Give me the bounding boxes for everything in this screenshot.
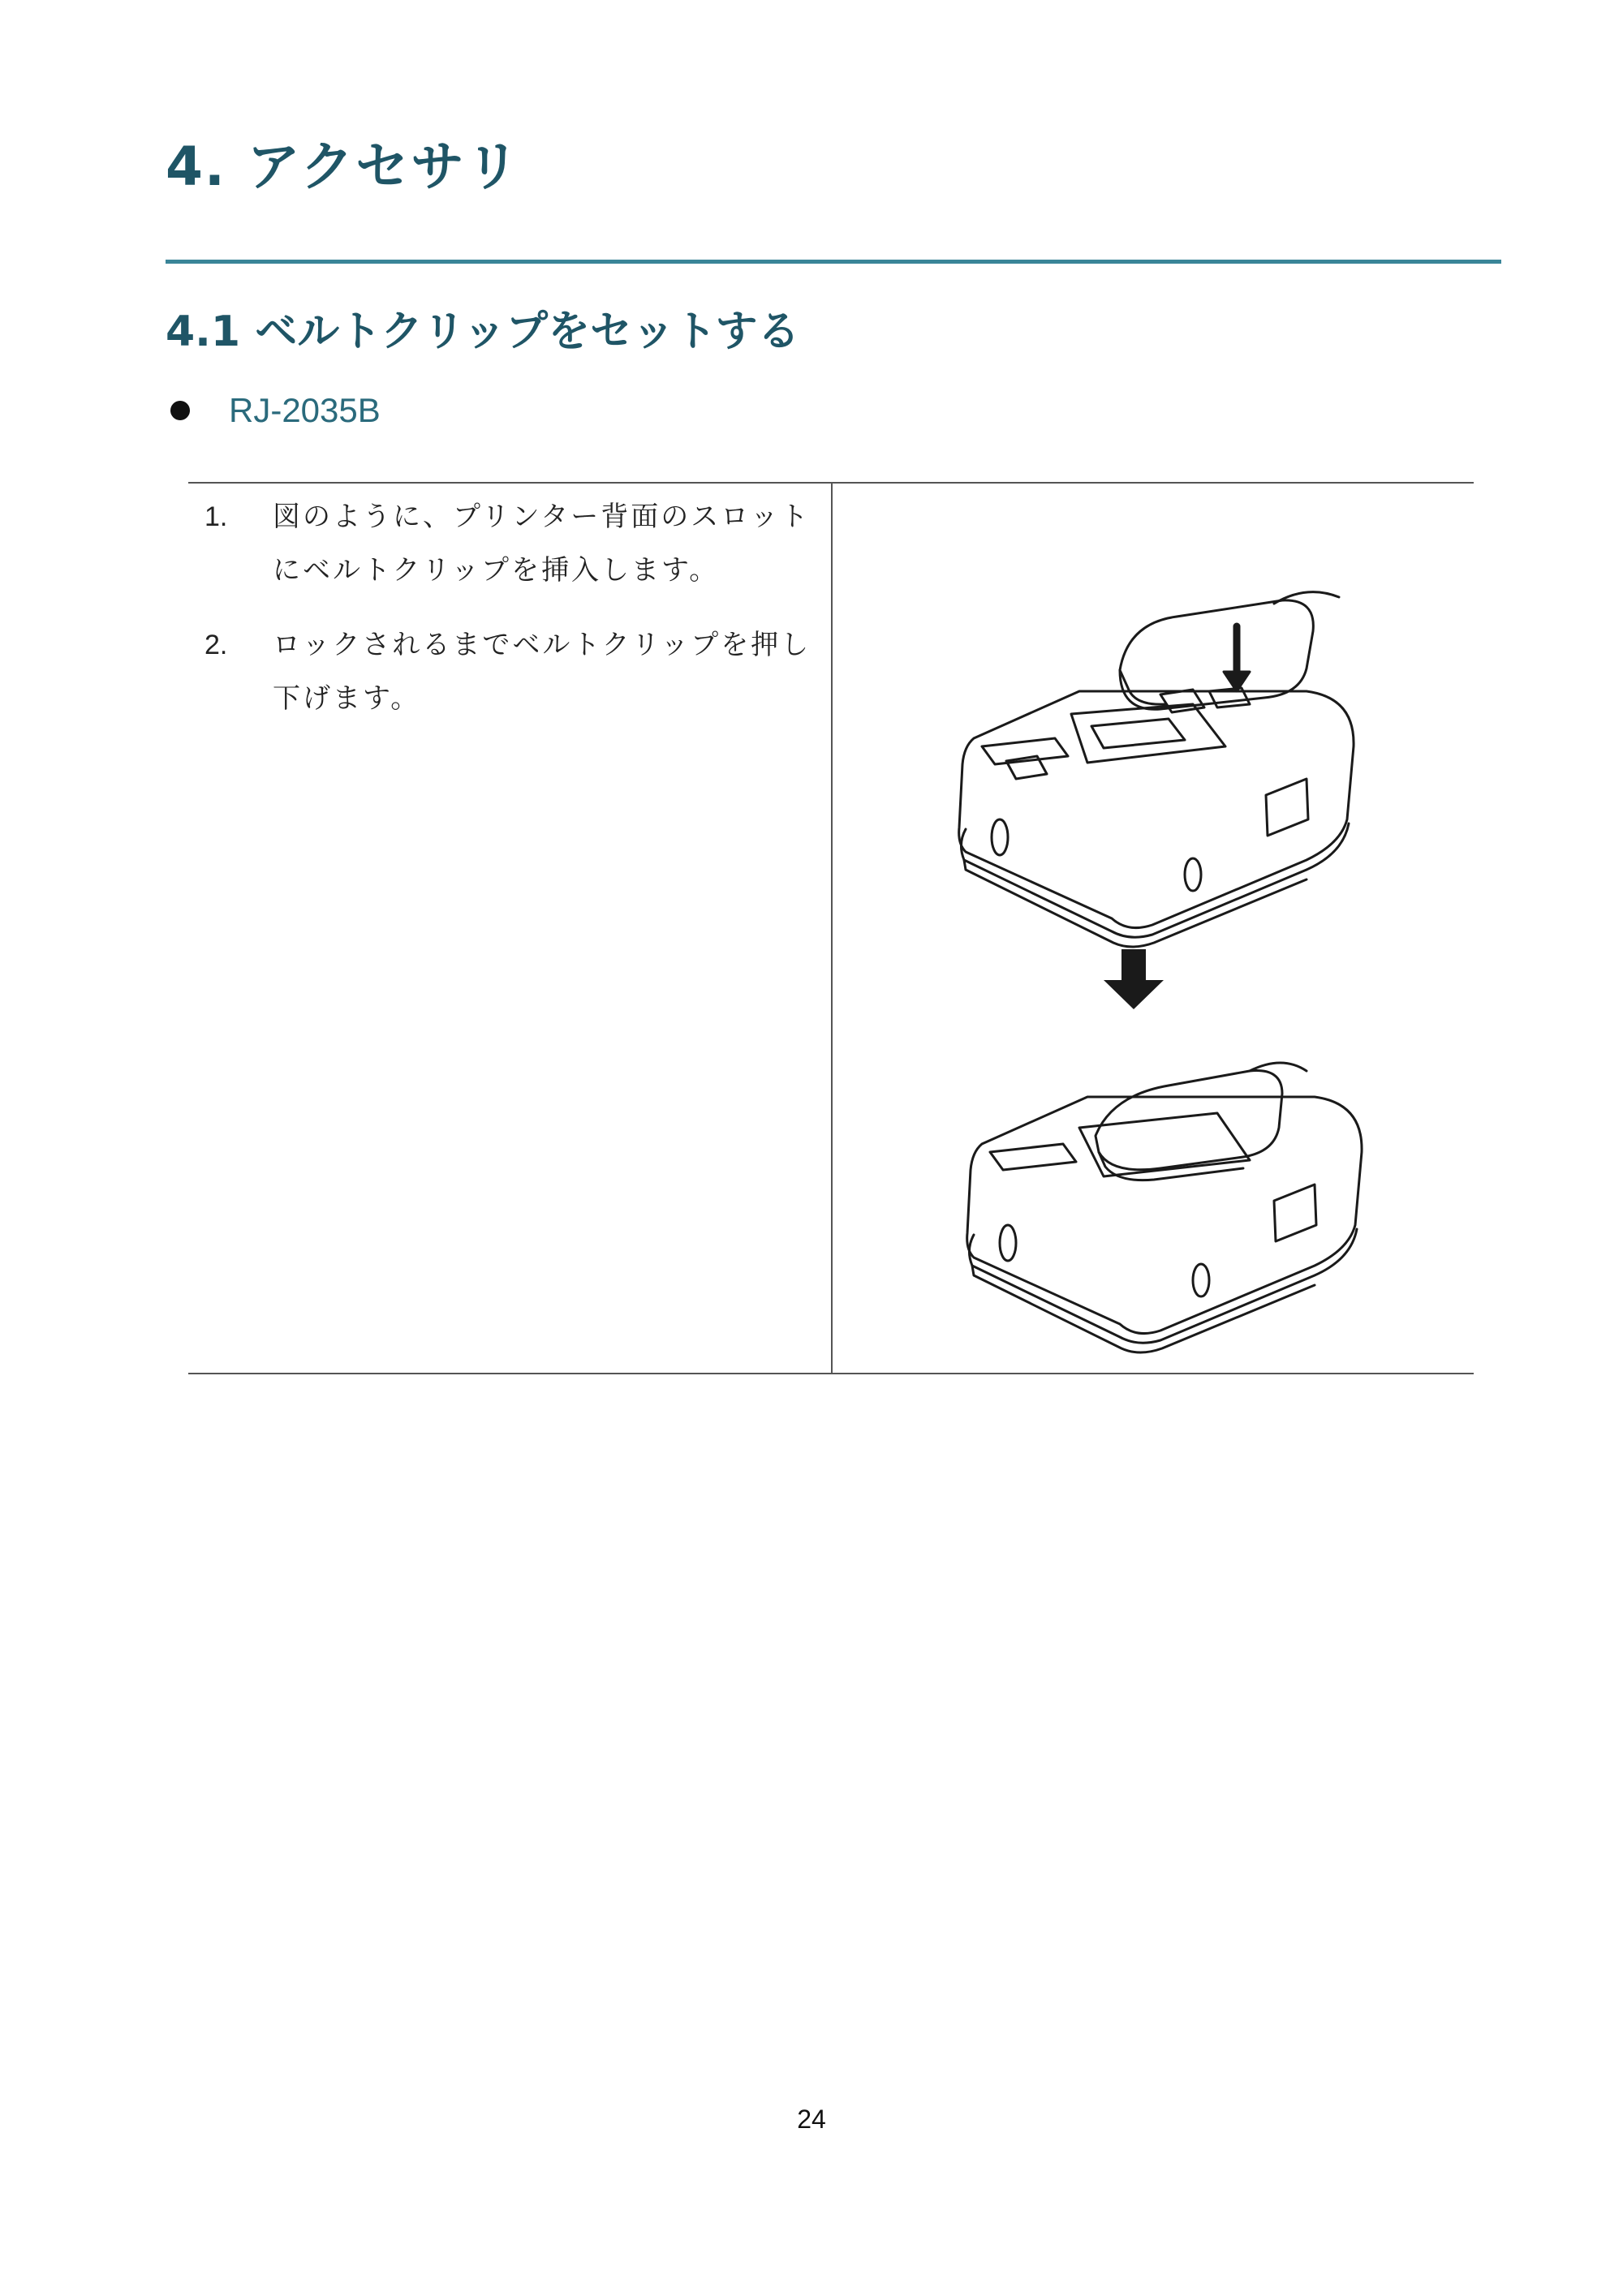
model-label: RJ-2035B [229, 391, 381, 429]
step-text: ロックされるまでベルトクリップを押し下げます。 [273, 629, 812, 715]
table-bottom-border [188, 1373, 1474, 1374]
chapter-divider [166, 260, 1501, 264]
table-column-divider [831, 482, 833, 1374]
step-2 [204, 618, 821, 725]
printer-after-illustration [967, 1063, 1362, 1352]
down-arrow-icon [1104, 949, 1164, 1009]
page-number: 24 [797, 2105, 826, 2134]
step-1 [204, 490, 821, 597]
printer-before-illustration [959, 592, 1354, 947]
section-title: 4.1 ベルトクリップをセットする [166, 307, 800, 356]
step-text: 図のように、プリンター背面のスロットにベルトクリップを挿入します。 [273, 501, 811, 587]
chapter-title: 4. アクセサリ [166, 135, 521, 198]
step-number: 1. [204, 501, 228, 532]
belt-clip-illustration [925, 503, 1412, 1363]
step-number: 2. [204, 630, 228, 660]
bullet-dot-icon [170, 401, 190, 420]
model-bullet [170, 388, 381, 433]
instruction-steps [204, 490, 821, 746]
